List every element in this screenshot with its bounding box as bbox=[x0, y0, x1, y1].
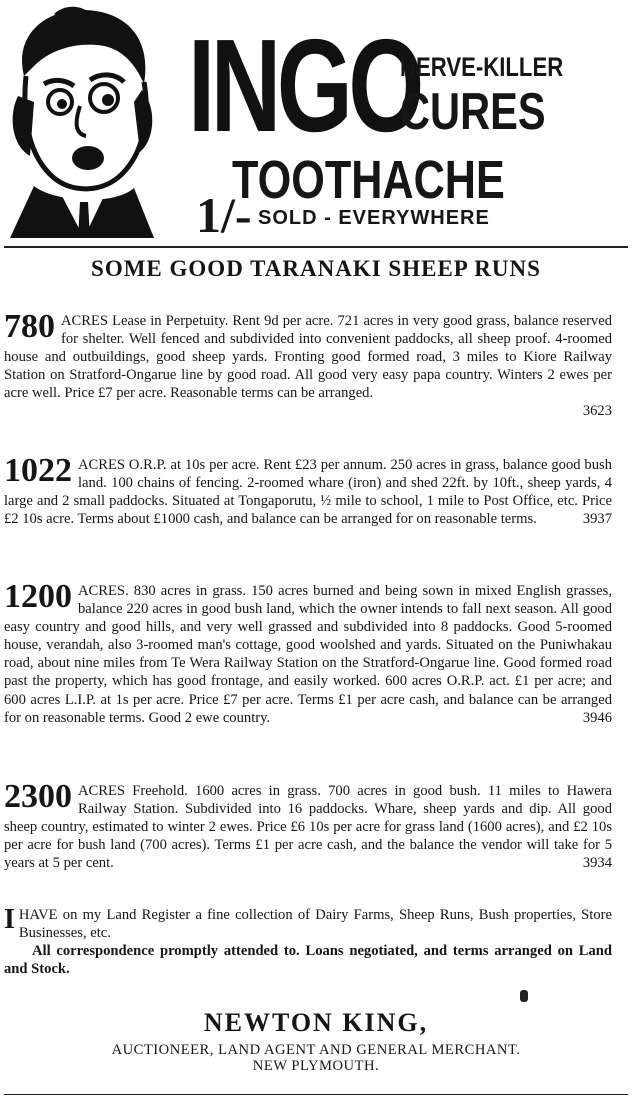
closing-line-1: HAVE on my Land Register a fine collection of Dairy Farms, Sheep Runs, Bush properties, Store Businesses, etc. bbox=[18, 907, 612, 942]
listing-acres: 2300 bbox=[4, 778, 72, 815]
land-heading: SOME GOOD TARANAKI SHEEP RUNS bbox=[91, 256, 541, 281]
listing-text: ACRES. 830 acres in grass. 150 acres burned and being sown in mixed English grasses, balance 220 acres in good bush land, which the owner intends to fall next season. All good easy country and good hills, and very well grassed and subdivided into 8 paddocks. Good 5-roomed house, verandah, also 3-roomed man's cottage, good woolshed and yards. Situated on the Puniwhakau road, about nine miles from Te Wera Railway Station on the Stratford-Ongarue line. Good formed road past the property, which has good frontage, and easily worked. 600 acres O.R.P. act. £1 per acre; and 600 acres L.I.P. at 1s per acre. Price £7 per acre. Terms £1 per acre cash, and balance can be arranged for on reasonable terms. Good 2 ewe country. bbox=[4, 583, 612, 726]
listing-text: ACRES O.R.P. at 10s per acre. Rent £23 per annum. 250 acres in grass, balance good bush land. 100 chains of fencing. 2-roomed whare (iron) and shed 22ft. by 10ft., sheep yards, 4 large and 2 small paddocks. Situated at Tongaporutu, ½ mile to school, 1 mile to Post Office, etc. Price £2 10s acre. Terms about £1000 cash, and balance can be arranged for on reasonable terms. bbox=[4, 457, 612, 528]
closing-notice bbox=[4, 906, 612, 978]
listing-2300 bbox=[4, 778, 612, 872]
closing-line-2: All correspondence promptly attended to. Loans negotiated, and terms arranged on Land and Stock. bbox=[4, 943, 612, 978]
cures-text: CURES bbox=[400, 83, 546, 141]
listing-acres: 780 bbox=[4, 308, 55, 345]
ink-mark-icon bbox=[520, 990, 528, 1002]
ingo-advertisement bbox=[0, 0, 632, 250]
listing-acres: 1022 bbox=[4, 452, 72, 489]
face-with-toothache-illustration bbox=[4, 6, 160, 238]
listing-ref: 3946 bbox=[582, 709, 612, 726]
listing-ref: 3623 bbox=[582, 403, 612, 420]
listing-ref: 3937 bbox=[582, 511, 612, 528]
price: 1/- bbox=[196, 187, 252, 243]
listing-1022 bbox=[4, 452, 612, 528]
divider-rule bbox=[4, 246, 628, 248]
agent-town: NEW PLYMOUTH. bbox=[252, 1058, 380, 1074]
listing-1200 bbox=[4, 578, 612, 727]
listing-text: ACRES Freehold. 1600 acres in grass. 700 acres in good bush. 11 miles to Hawera Railway Station. Subdivided into 16 paddocks. Whare, sheep yards and dip. All good sheep country, estimated to winter 2 ewes. Price £6 10s per acre for grass land (1600 acres), and £2 10s per acre for bush land (700 acres). Terms £1 per acre cash, and the balance the vendor will take for 5 years at 5 per cent. bbox=[4, 783, 612, 872]
closing-initial: I bbox=[4, 904, 15, 935]
bottom-rule bbox=[4, 1094, 628, 1095]
tagline: NERVE-KILLER bbox=[400, 52, 564, 82]
ailment-text: TOOTHACHE bbox=[232, 150, 505, 210]
agent-role: AUCTIONEER, LAND AGENT AND GENERAL MERCHANT. bbox=[111, 1042, 521, 1058]
agent-name: NEWTON KING, bbox=[203, 1008, 429, 1037]
listing-780 bbox=[4, 308, 612, 421]
listing-text: ACRES Lease in Perpetuity. Rent 9d per acre. 721 acres in very good grass, balance reserved for shelter. Well fenced and subdivided into convenient paddocks, all sheep proof. 4-roomed house and outbuildings, good sheep yards. Fronting good formed road, 3 miles to Kiore Railway Station on Stratford-Ongarue line by good road. All good very easy papa country. Winters 2 ewes per acre well. Price £7 per acre. Reasonable terms can be arranged. bbox=[4, 313, 612, 402]
listing-acres: 1200 bbox=[4, 578, 72, 615]
listing-ref: 3934 bbox=[582, 855, 612, 872]
availability-text: SOLD - EVERYWHERE bbox=[258, 207, 490, 229]
brand-name: INGO bbox=[188, 12, 420, 159]
